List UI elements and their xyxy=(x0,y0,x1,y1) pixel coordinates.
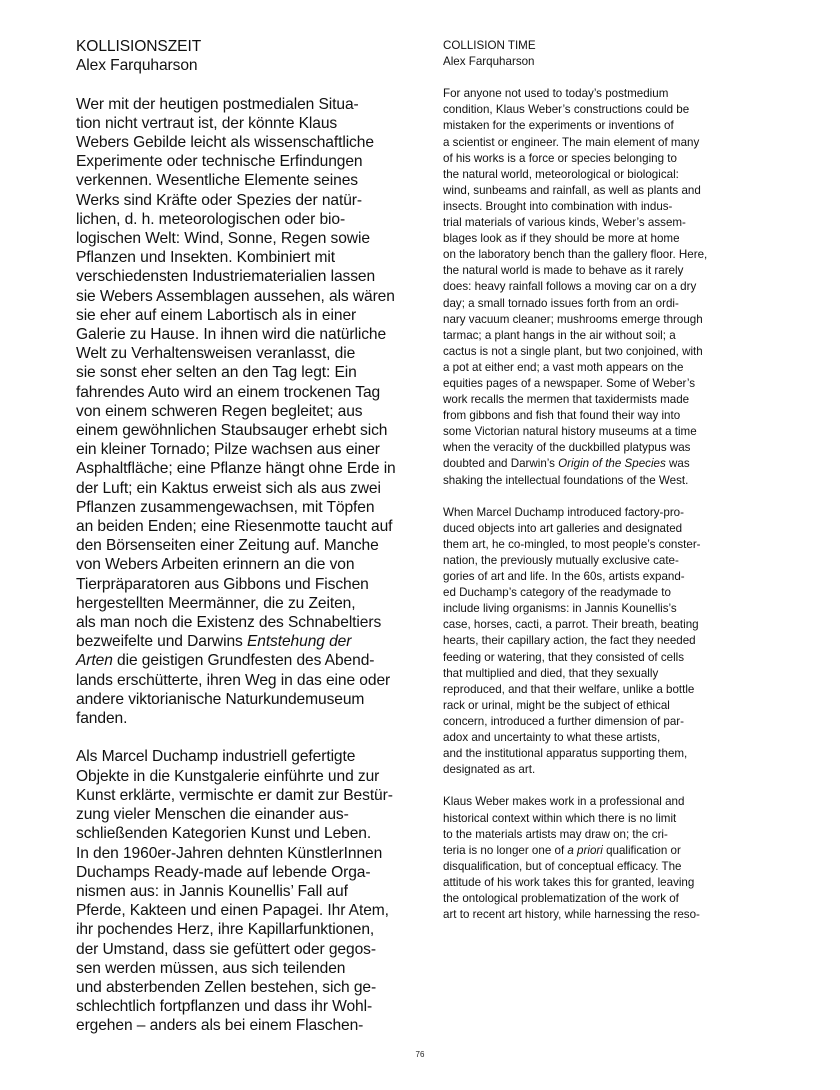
text-line: andere viktorianische Naturkundemuseum xyxy=(76,690,365,708)
text-line: Galerie zu Hause. In ihnen wird die natürliche xyxy=(76,326,387,344)
text-line: them art, he co-mingled, to most people’s conster- xyxy=(443,537,701,551)
text-line: adox and uncertainty to what these artists, xyxy=(443,731,661,745)
text-line: der Luft; ein Kaktus erweist sich als aus zwei xyxy=(76,479,381,497)
text-line: to the materials artists may draw on; the cri- xyxy=(443,827,668,841)
text-line: hergestellten Meermänner, die zu Zeiten, xyxy=(76,594,356,612)
text-line: attitude of his work takes this for granted, leaving xyxy=(443,875,695,889)
text-line: schlechtlich fortpflanzen und dass ihr Wohl- xyxy=(76,998,373,1016)
text-line: fanden. xyxy=(76,710,128,728)
text-line: case, horses, cacti, a parrot. Their breath, beating xyxy=(443,618,699,632)
text-line: art to recent art history, while harnessing the reso- xyxy=(443,908,700,922)
text-line: a pot at either end; a vast moth appears on the xyxy=(443,360,684,374)
text-line: Klaus Weber makes work in a professional and xyxy=(443,795,685,809)
text-line: cactus is not a single plant, but two conjoined, with xyxy=(443,344,703,358)
text-line: equities pages of a newspaper. Some of Weber’s xyxy=(443,376,695,390)
text-line: lichen, d. h. meteorologischen oder bio- xyxy=(76,210,346,228)
text-line: ihr pochendes Herz, ihre Kapillarfunktionen, xyxy=(76,921,375,939)
text-line: der Umstand, dass sie gefüttert oder gegos- xyxy=(76,940,376,958)
text-line: Tierpräparatoren aus Gibbons und Fischen xyxy=(76,575,369,593)
text-line: Kunst erklärte, vermischte er damit zur Bestür- xyxy=(76,786,393,804)
text-line: does: heavy rainfall follows a moving car on a dry xyxy=(443,280,697,294)
text-line: feeding or watering, that they consisted of cells xyxy=(443,650,685,664)
text-line: In den 1960er-Jahren dehnten KünstlerInnen xyxy=(76,844,383,862)
text-line-with-italic xyxy=(76,632,426,651)
text-line: zung vieler Menschen die einander aus- xyxy=(76,806,349,824)
text-run: was xyxy=(665,457,690,471)
german-title: KOLLISIONSZEIT xyxy=(76,38,202,55)
text-line: shaking the intellectual foundations of the West. xyxy=(443,473,689,487)
text-line: logischen Welt: Wind, Sonne, Regen sowie xyxy=(76,230,370,248)
text-line-with-italic xyxy=(443,456,783,472)
text-line: Experimente oder technische Erfindungen xyxy=(76,153,363,171)
german-paragraph-1 xyxy=(76,95,426,729)
text-line: Duchamps Ready-made auf lebende Orga- xyxy=(76,863,371,881)
text-line: Pferde, Kakteen und einen Papagei. Ihr Atem, xyxy=(76,902,389,920)
english-author: Alex Farquharson xyxy=(443,55,535,69)
text-line: verkennen. Wesentliche Elemente seines xyxy=(76,172,358,190)
text-line: day; a small tornado issues forth from an ordi- xyxy=(443,296,679,310)
text-line: on the laboratory bench than the gallery floor. Here, xyxy=(443,248,708,262)
german-column xyxy=(76,37,426,1036)
english-paragraph-3 xyxy=(443,794,783,923)
text-line: designated as art. xyxy=(443,763,536,777)
text-run: bezweifelte und Darwins xyxy=(76,633,247,651)
text-line: the ontological problematization of the work of xyxy=(443,891,679,905)
text-line: ed Duchamp’s category of the readymade to xyxy=(443,586,671,600)
text-line: sie sonst eher selten an den Tag legt: Ein xyxy=(76,364,357,382)
text-line: When Marcel Duchamp introduced factory-pro- xyxy=(443,505,684,519)
english-title: COLLISION TIME xyxy=(443,39,536,52)
text-line: and the institutional apparatus supporting them, xyxy=(443,747,688,761)
text-line: concern, introduced a further dimension of par- xyxy=(443,714,685,728)
text-line: insects. Brought into combination with indus- xyxy=(443,199,673,213)
text-line: wind, sunbeams and rainfall, as well as plants and xyxy=(443,183,701,197)
text-line: when the veracity of the duckbilled platypus was xyxy=(443,441,691,455)
text-line: Webers Gebilde leicht als wissenschaftliche xyxy=(76,134,374,151)
text-line: von einem schweren Regen begleitet; aus xyxy=(76,402,363,420)
text-line: Als Marcel Duchamp industriell gefertigte xyxy=(76,748,356,766)
text-line: Wer mit der heutigen postmedialen Situa- xyxy=(76,95,359,113)
text-run: teria is no longer one of xyxy=(443,843,568,857)
text-line: the natural world, meteorological or biological: xyxy=(443,167,679,181)
text-line: Pflanzen zusammengewachsen, mit Töpfen xyxy=(76,498,375,516)
book-title-italic: Origin of the Species xyxy=(558,457,666,471)
book-title-italic: Entstehung der xyxy=(246,633,352,651)
text-line: als man noch die Existenz des Schnabeltiers xyxy=(76,614,382,632)
text-line: mistaken for the experiments or inventions of xyxy=(443,119,674,133)
text-line: trial materials of various kinds, Weber’s assem- xyxy=(443,216,686,230)
text-line: duced objects into art galleries and designated xyxy=(443,521,683,535)
english-column xyxy=(443,38,783,923)
text-line: historical context within which there is no limit xyxy=(443,811,677,825)
text-run: die geistigen Grundfesten des Abend- xyxy=(112,652,375,670)
latin-term-italic: a priori xyxy=(567,843,603,857)
text-line: einem gewöhnlichen Staubsauger erhebt sich xyxy=(76,422,388,440)
text-line: schließenden Kategorien Kunst und Leben. xyxy=(76,825,372,843)
text-line-with-italic xyxy=(443,843,783,859)
text-line: sen werden müssen, aus sich teilenden xyxy=(76,959,346,977)
text-line: disqualification, but of conceptual efficacy. The xyxy=(443,859,682,873)
text-line: hearts, their capillary action, the fact they needed xyxy=(443,634,696,648)
text-line: nary vacuum cleaner; mushrooms emerge through xyxy=(443,312,703,326)
text-line: lands erschütterte, ihren Weg in das eine oder xyxy=(76,671,391,689)
text-line: ein kleiner Tornado; Pilze wachsen aus einer xyxy=(76,441,380,459)
text-line: the natural world is made to behave as it rarely xyxy=(443,264,684,278)
text-line: tion nicht vertraut ist, der könnte Klaus xyxy=(76,114,338,132)
text-line: that multiplied and died, that they sexually xyxy=(443,666,659,680)
text-line: Objekte in die Kunstgalerie einführte und zur xyxy=(76,767,380,785)
english-paragraph-2 xyxy=(443,505,783,779)
text-line: verschiedensten Industriematerialien lassen xyxy=(76,268,376,286)
text-line: work recalls the mermen that taxidermists made xyxy=(443,393,690,407)
german-paragraph-2 xyxy=(76,747,426,1035)
text-line: den Börsenseiten einer Zeitung auf. Manche xyxy=(76,537,379,555)
text-line: tarmac; a plant hangs in the air without soil; a xyxy=(443,328,676,342)
text-line: For anyone not used to today’s postmedium xyxy=(443,87,669,101)
text-line: a scientist or engineer. The main element of many xyxy=(443,135,700,149)
text-line: gories of art and life. In the 60s, artists expand- xyxy=(443,570,685,584)
text-line: und absterbenden Zellen bestehen, sich ge- xyxy=(76,978,377,996)
text-line: nation, the previously mutually exclusive cate- xyxy=(443,554,679,567)
text-line: von Webers Arbeiten erinnern an die von xyxy=(76,556,355,574)
page-number: 76 xyxy=(415,1050,425,1059)
book-title-italic: Arten xyxy=(76,652,113,670)
text-run: qualification or xyxy=(602,843,681,857)
text-line: from gibbons and fish that found their way into xyxy=(443,409,681,423)
text-line: an beiden Enden; eine Riesenmotte taucht auf xyxy=(76,518,393,536)
text-line: Pflanzen und Insekten. Kombiniert mit xyxy=(76,249,335,267)
text-line: Welt zu Verhaltensweisen veranlasst, die xyxy=(76,345,356,363)
text-line: sie eher auf einem Labortisch als in einer xyxy=(76,306,357,324)
text-line: some Victorian natural history museums at a time xyxy=(443,425,697,439)
text-line: fahrendes Auto wird an einem trockenen Tag xyxy=(76,383,381,401)
text-line: nismen aus: in Jannis Kounellis’ Fall auf xyxy=(76,882,348,900)
english-paragraph-1 xyxy=(443,86,783,488)
text-line: ergehen – anders als bei einem Flaschen- xyxy=(76,1017,364,1035)
text-line: Asphaltfläche; eine Pflanze hängt ohne Erde in xyxy=(76,460,396,478)
text-line: condition, Klaus Weber’s constructions could be xyxy=(443,103,690,117)
text-run: doubted and Darwin’s xyxy=(443,457,559,471)
german-author: Alex Farquharson xyxy=(76,57,198,75)
text-line: of his works is a force or species belonging to xyxy=(443,151,677,165)
text-line: Werks sind Kräfte oder Spezies der natür- xyxy=(76,191,362,209)
text-line: blages look as if they should be more at home xyxy=(443,232,680,246)
text-line: rack or urinal, might be the subject of ethical xyxy=(443,698,670,712)
text-line-with-italic xyxy=(76,651,426,670)
text-line: reproduced, and that their welfare, unlike a bottle xyxy=(443,682,695,696)
text-line: sie Webers Assemblagen aussehen, als wären xyxy=(76,287,395,305)
text-line: include living organisms: in Jannis Kounellis’s xyxy=(443,602,677,616)
